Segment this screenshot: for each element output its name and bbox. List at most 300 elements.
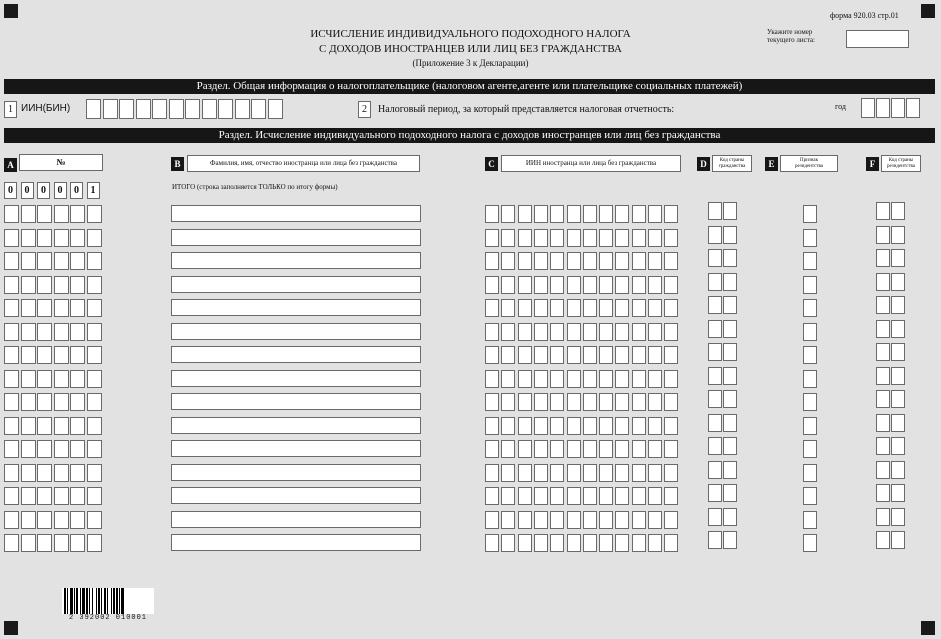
iin-digit-cell[interactable] (202, 99, 217, 119)
iin-digit-cell[interactable] (485, 229, 499, 247)
row-number-digit-cell[interactable] (21, 393, 36, 411)
iin-digit-cell[interactable] (648, 323, 662, 341)
iin-digit-cell[interactable] (567, 417, 581, 435)
iin-digit-cell[interactable] (599, 323, 613, 341)
iin-digit-cell[interactable] (567, 323, 581, 341)
row-number-digit-cell[interactable] (37, 464, 52, 482)
year-digit-cell[interactable] (891, 98, 905, 118)
iin-digit-cell[interactable] (518, 534, 532, 552)
iin-digit-cell[interactable] (583, 417, 597, 435)
iin-digit-cell[interactable] (583, 511, 597, 529)
citizenship-country-cell[interactable] (723, 437, 737, 455)
row-number-digit-cell[interactable] (4, 511, 19, 529)
row-number-digit-cell[interactable] (4, 440, 19, 458)
row-number-digit-cell[interactable] (37, 323, 52, 341)
iin-digit-cell[interactable] (485, 323, 499, 341)
iin-digit-cell[interactable] (550, 323, 564, 341)
iin-digit-cell[interactable] (583, 393, 597, 411)
iin-digit-cell[interactable] (169, 99, 184, 119)
residency-sign-cell[interactable] (803, 346, 817, 364)
citizenship-country-cell[interactable] (723, 367, 737, 385)
iin-digit-cell[interactable] (599, 252, 613, 270)
iin-digit-cell[interactable] (534, 276, 548, 294)
residency-country-cell[interactable] (891, 367, 905, 385)
residency-sign-cell[interactable] (803, 370, 817, 388)
iin-digit-cell[interactable] (583, 276, 597, 294)
iin-digit-cell[interactable] (550, 370, 564, 388)
full-name-input[interactable] (171, 252, 421, 269)
citizenship-country-cell[interactable] (723, 461, 737, 479)
row-number-digit-cell[interactable] (37, 346, 52, 364)
iin-digit-cell[interactable] (485, 487, 499, 505)
iin-digit-cell[interactable] (599, 346, 613, 364)
residency-country-cell[interactable] (876, 296, 890, 314)
row-number-digit-cell[interactable] (4, 346, 19, 364)
iin-digit-cell[interactable] (583, 299, 597, 317)
iin-digit-cell[interactable] (648, 370, 662, 388)
iin-digit-cell[interactable] (583, 487, 597, 505)
row-number-digit-cell[interactable] (70, 417, 85, 435)
citizenship-country-cell[interactable] (708, 414, 722, 432)
iin-digit-cell[interactable] (550, 276, 564, 294)
residency-country-cell[interactable] (891, 390, 905, 408)
iin-digit-cell[interactable] (518, 393, 532, 411)
iin-digit-cell[interactable] (501, 205, 515, 223)
row-number-digit-cell[interactable] (21, 417, 36, 435)
iin-digit-cell[interactable] (648, 299, 662, 317)
row-number-digit-cell[interactable] (54, 511, 69, 529)
row-number-digit-cell[interactable] (54, 534, 69, 552)
residency-country-cell[interactable] (891, 531, 905, 549)
citizenship-country-cell[interactable] (708, 296, 722, 314)
iin-digit-cell[interactable] (550, 229, 564, 247)
iin-digit-cell[interactable] (632, 205, 646, 223)
iin-digit-cell[interactable] (152, 99, 167, 119)
iin-digit-cell[interactable] (218, 99, 233, 119)
row-number-digit-cell[interactable] (37, 252, 52, 270)
row-number-digit-cell[interactable] (87, 276, 102, 294)
iin-digit-cell[interactable] (501, 346, 515, 364)
iin-digit-cell[interactable] (119, 99, 134, 119)
iin-digit-cell[interactable] (136, 99, 151, 119)
row-number-digit-cell[interactable] (21, 276, 36, 294)
residency-sign-cell[interactable] (803, 440, 817, 458)
iin-digit-cell[interactable] (534, 393, 548, 411)
citizenship-country-cell[interactable] (708, 461, 722, 479)
residency-sign-cell[interactable] (803, 393, 817, 411)
citizenship-country-cell[interactable] (708, 320, 722, 338)
row-number-digit-cell[interactable] (37, 417, 52, 435)
residency-country-cell[interactable] (891, 296, 905, 314)
iin-digit-cell[interactable] (567, 370, 581, 388)
row-number-digit-cell[interactable] (21, 534, 36, 552)
iin-digit-cell[interactable] (518, 511, 532, 529)
row-number-digit-cell[interactable] (37, 299, 52, 317)
iin-digit-cell[interactable] (534, 205, 548, 223)
row-number-digit-cell[interactable] (70, 393, 85, 411)
row-number-digit-cell[interactable] (70, 276, 85, 294)
iin-digit-cell[interactable] (599, 487, 613, 505)
row-number-digit-cell[interactable] (54, 487, 69, 505)
iin-digit-cell[interactable] (501, 252, 515, 270)
row-number-digit-cell[interactable] (21, 323, 36, 341)
row-number-digit-cell[interactable] (54, 205, 69, 223)
residency-sign-cell[interactable] (803, 464, 817, 482)
citizenship-country-cell[interactable] (708, 249, 722, 267)
iin-digit-cell[interactable] (648, 464, 662, 482)
full-name-input[interactable] (171, 464, 421, 481)
iin-digit-cell[interactable] (599, 393, 613, 411)
row-number-digit-cell[interactable] (4, 370, 19, 388)
citizenship-country-cell[interactable] (708, 273, 722, 291)
iin-digit-cell[interactable] (648, 534, 662, 552)
iin-digit-cell[interactable] (501, 229, 515, 247)
citizenship-country-cell[interactable] (723, 320, 737, 338)
row-number-digit-cell[interactable] (54, 346, 69, 364)
iin-digit-cell[interactable] (534, 346, 548, 364)
citizenship-country-cell[interactable] (708, 508, 722, 526)
row-number-digit-cell[interactable] (54, 229, 69, 247)
residency-sign-cell[interactable] (803, 487, 817, 505)
year-digit-cell[interactable] (906, 98, 920, 118)
row-number-digit-cell[interactable] (4, 393, 19, 411)
citizenship-country-cell[interactable] (708, 343, 722, 361)
iin-digit-cell[interactable] (599, 229, 613, 247)
row-number-digit-cell[interactable] (21, 487, 36, 505)
iin-digit-cell[interactable] (615, 229, 629, 247)
iin-digit-cell[interactable] (664, 205, 678, 223)
row-number-digit-cell[interactable] (21, 252, 36, 270)
iin-digit-cell[interactable] (583, 205, 597, 223)
iin-digit-cell[interactable] (664, 370, 678, 388)
residency-sign-cell[interactable] (803, 299, 817, 317)
iin-digit-cell[interactable] (599, 205, 613, 223)
residency-country-cell[interactable] (876, 484, 890, 502)
iin-digit-cell[interactable] (485, 346, 499, 364)
iin-digit-cell[interactable] (567, 393, 581, 411)
row-number-digit-cell[interactable] (54, 370, 69, 388)
row-number-digit-cell[interactable] (87, 440, 102, 458)
iin-digit-cell[interactable] (599, 511, 613, 529)
iin-digit-cell[interactable] (664, 393, 678, 411)
iin-digit-cell[interactable] (485, 370, 499, 388)
row-number-digit-cell[interactable] (70, 229, 85, 247)
iin-digit-cell[interactable] (664, 440, 678, 458)
citizenship-country-cell[interactable] (723, 249, 737, 267)
row-number-digit-cell[interactable] (37, 229, 52, 247)
iin-digit-cell[interactable] (583, 252, 597, 270)
iin-digit-cell[interactable] (534, 511, 548, 529)
iin-digit-cell[interactable] (615, 370, 629, 388)
residency-sign-cell[interactable] (803, 323, 817, 341)
iin-digit-cell[interactable] (501, 299, 515, 317)
iin-digit-cell[interactable] (534, 440, 548, 458)
full-name-input[interactable] (171, 417, 421, 434)
iin-digit-cell[interactable] (615, 276, 629, 294)
row-number-digit-cell[interactable] (54, 252, 69, 270)
full-name-input[interactable] (171, 299, 421, 316)
citizenship-country-cell[interactable] (723, 226, 737, 244)
iin-digit-cell[interactable] (518, 487, 532, 505)
iin-digit-cell[interactable] (567, 252, 581, 270)
residency-country-cell[interactable] (876, 367, 890, 385)
iin-digit-cell[interactable] (632, 393, 646, 411)
row-number-digit-cell[interactable] (4, 229, 19, 247)
full-name-input[interactable] (171, 346, 421, 363)
iin-digit-cell[interactable] (632, 487, 646, 505)
iin-digit-cell[interactable] (583, 464, 597, 482)
full-name-input[interactable] (171, 323, 421, 340)
iin-digit-cell[interactable] (550, 252, 564, 270)
iin-digit-cell[interactable] (615, 440, 629, 458)
residency-country-cell[interactable] (876, 273, 890, 291)
iin-digit-cell[interactable] (664, 299, 678, 317)
iin-digit-cell[interactable] (615, 252, 629, 270)
residency-country-cell[interactable] (891, 226, 905, 244)
iin-digit-cell[interactable] (632, 229, 646, 247)
residency-country-cell[interactable] (876, 249, 890, 267)
iin-digit-cell[interactable] (583, 440, 597, 458)
row-number-digit-cell[interactable] (87, 229, 102, 247)
row-number-digit-cell[interactable] (70, 299, 85, 317)
residency-country-cell[interactable] (876, 531, 890, 549)
row-number-digit-cell[interactable] (54, 417, 69, 435)
residency-country-cell[interactable] (891, 320, 905, 338)
iin-digit-cell[interactable] (534, 370, 548, 388)
residency-sign-cell[interactable] (803, 252, 817, 270)
iin-digit-cell[interactable] (648, 276, 662, 294)
full-name-input[interactable] (171, 440, 421, 457)
iin-digit-cell[interactable] (648, 487, 662, 505)
iin-digit-cell[interactable] (518, 205, 532, 223)
citizenship-country-cell[interactable] (723, 390, 737, 408)
row-number-digit-cell[interactable] (87, 511, 102, 529)
citizenship-country-cell[interactable] (723, 202, 737, 220)
iin-digit-cell[interactable] (648, 417, 662, 435)
residency-country-cell[interactable] (891, 508, 905, 526)
citizenship-country-cell[interactable] (723, 343, 737, 361)
iin-digit-cell[interactable] (615, 299, 629, 317)
row-number-digit-cell[interactable] (37, 511, 52, 529)
iin-digit-cell[interactable] (648, 440, 662, 458)
iin-digit-cell[interactable] (550, 464, 564, 482)
iin-digit-cell[interactable] (664, 464, 678, 482)
iin-digit-cell[interactable] (615, 487, 629, 505)
full-name-input[interactable] (171, 276, 421, 293)
iin-digit-cell[interactable] (485, 534, 499, 552)
full-name-input[interactable] (171, 370, 421, 387)
row-number-digit-cell[interactable] (21, 229, 36, 247)
citizenship-country-cell[interactable] (708, 531, 722, 549)
iin-digit-cell[interactable] (583, 229, 597, 247)
iin-digit-cell[interactable] (615, 417, 629, 435)
iin-digit-cell[interactable] (615, 393, 629, 411)
row-number-digit-cell[interactable] (21, 299, 36, 317)
iin-digit-cell[interactable] (534, 417, 548, 435)
residency-country-cell[interactable] (876, 343, 890, 361)
iin-digit-cell[interactable] (185, 99, 200, 119)
iin-digit-cell[interactable] (648, 205, 662, 223)
iin-digit-cell[interactable] (632, 323, 646, 341)
iin-digit-cell[interactable] (567, 534, 581, 552)
residency-sign-cell[interactable] (803, 417, 817, 435)
residency-country-cell[interactable] (876, 390, 890, 408)
iin-digit-cell[interactable] (632, 276, 646, 294)
row-number-digit-cell[interactable] (4, 487, 19, 505)
residency-country-cell[interactable] (876, 226, 890, 244)
iin-digit-cell[interactable] (235, 99, 250, 119)
year-digit-cell[interactable] (861, 98, 875, 118)
iin-digit-cell[interactable] (615, 534, 629, 552)
iin-digit-cell[interactable] (664, 346, 678, 364)
iin-digit-cell[interactable] (485, 205, 499, 223)
citizenship-country-cell[interactable] (708, 367, 722, 385)
iin-digit-cell[interactable] (518, 229, 532, 247)
row-number-digit-cell[interactable] (87, 370, 102, 388)
iin-digit-cell[interactable] (501, 323, 515, 341)
residency-sign-cell[interactable] (803, 511, 817, 529)
full-name-input[interactable] (171, 487, 421, 504)
row-number-digit-cell[interactable] (21, 464, 36, 482)
citizenship-country-cell[interactable] (708, 390, 722, 408)
row-number-digit-cell[interactable] (21, 370, 36, 388)
iin-digit-cell[interactable] (501, 393, 515, 411)
residency-country-cell[interactable] (876, 461, 890, 479)
iin-digit-cell[interactable] (485, 417, 499, 435)
year-digit-cell[interactable] (876, 98, 890, 118)
row-number-digit-cell[interactable] (70, 440, 85, 458)
residency-country-cell[interactable] (891, 202, 905, 220)
iin-digit-cell[interactable] (632, 417, 646, 435)
residency-country-cell[interactable] (891, 461, 905, 479)
iin-digit-cell[interactable] (550, 487, 564, 505)
iin-digit-cell[interactable] (518, 346, 532, 364)
citizenship-country-cell[interactable] (723, 484, 737, 502)
iin-digit-cell[interactable] (664, 252, 678, 270)
row-number-digit-cell[interactable] (54, 464, 69, 482)
iin-digit-cell[interactable] (534, 323, 548, 341)
row-number-digit-cell[interactable] (87, 464, 102, 482)
row-number-digit-cell[interactable] (70, 370, 85, 388)
full-name-input[interactable] (171, 534, 421, 551)
residency-country-cell[interactable] (891, 343, 905, 361)
residency-country-cell[interactable] (876, 437, 890, 455)
iin-digit-cell[interactable] (550, 417, 564, 435)
citizenship-country-cell[interactable] (708, 202, 722, 220)
row-number-digit-cell[interactable] (37, 534, 52, 552)
iin-digit-cell[interactable] (485, 393, 499, 411)
residency-sign-cell[interactable] (803, 205, 817, 223)
citizenship-country-cell[interactable] (723, 508, 737, 526)
iin-digit-cell[interactable] (648, 229, 662, 247)
iin-digit-cell[interactable] (485, 299, 499, 317)
iin-digit-cell[interactable] (485, 511, 499, 529)
row-number-digit-cell[interactable] (4, 205, 19, 223)
iin-digit-cell[interactable] (103, 99, 118, 119)
iin-digit-cell[interactable] (518, 276, 532, 294)
row-number-digit-cell[interactable] (37, 276, 52, 294)
residency-country-cell[interactable] (876, 508, 890, 526)
iin-digit-cell[interactable] (599, 299, 613, 317)
iin-digit-cell[interactable] (632, 299, 646, 317)
row-number-digit-cell[interactable] (70, 252, 85, 270)
citizenship-country-cell[interactable] (723, 273, 737, 291)
iin-digit-cell[interactable] (567, 511, 581, 529)
iin-digit-cell[interactable] (615, 205, 629, 223)
row-number-digit-cell[interactable] (87, 534, 102, 552)
iin-digit-cell[interactable] (648, 511, 662, 529)
iin-digit-cell[interactable] (268, 99, 283, 119)
iin-digit-cell[interactable] (86, 99, 101, 119)
residency-country-cell[interactable] (891, 484, 905, 502)
iin-digit-cell[interactable] (599, 417, 613, 435)
residency-country-cell[interactable] (876, 202, 890, 220)
row-number-digit-cell[interactable] (87, 346, 102, 364)
residency-country-cell[interactable] (876, 414, 890, 432)
iin-digit-cell[interactable] (599, 440, 613, 458)
iin-digit-cell[interactable] (518, 323, 532, 341)
row-number-digit-cell[interactable] (21, 440, 36, 458)
iin-digit-cell[interactable] (599, 276, 613, 294)
iin-digit-cell[interactable] (550, 440, 564, 458)
iin-digit-cell[interactable] (664, 417, 678, 435)
residency-country-cell[interactable] (891, 414, 905, 432)
iin-digit-cell[interactable] (583, 323, 597, 341)
iin-digit-cell[interactable] (632, 252, 646, 270)
iin-digit-cell[interactable] (664, 229, 678, 247)
iin-digit-cell[interactable] (518, 370, 532, 388)
iin-digit-cell[interactable] (485, 276, 499, 294)
citizenship-country-cell[interactable] (723, 296, 737, 314)
iin-digit-cell[interactable] (501, 276, 515, 294)
residency-country-cell[interactable] (891, 437, 905, 455)
iin-digit-cell[interactable] (632, 370, 646, 388)
full-name-input[interactable] (171, 511, 421, 528)
row-number-digit-cell[interactable] (37, 370, 52, 388)
row-number-digit-cell[interactable] (87, 205, 102, 223)
row-number-digit-cell[interactable] (87, 299, 102, 317)
row-number-digit-cell[interactable] (21, 511, 36, 529)
iin-digit-cell[interactable] (632, 534, 646, 552)
row-number-digit-cell[interactable] (54, 440, 69, 458)
row-number-digit-cell[interactable] (70, 323, 85, 341)
full-name-input[interactable] (171, 229, 421, 246)
iin-digit-cell[interactable] (583, 346, 597, 364)
iin-digit-cell[interactable] (632, 346, 646, 364)
row-number-digit-cell[interactable] (54, 393, 69, 411)
row-number-digit-cell[interactable] (21, 205, 36, 223)
row-number-digit-cell[interactable] (70, 205, 85, 223)
iin-digit-cell[interactable] (583, 370, 597, 388)
iin-digit-cell[interactable] (485, 440, 499, 458)
row-number-digit-cell[interactable] (4, 323, 19, 341)
iin-digit-cell[interactable] (550, 393, 564, 411)
row-number-digit-cell[interactable] (54, 323, 69, 341)
iin-digit-cell[interactable] (485, 252, 499, 270)
row-number-digit-cell[interactable] (87, 252, 102, 270)
iin-digit-cell[interactable] (518, 252, 532, 270)
row-number-digit-cell[interactable] (4, 299, 19, 317)
iin-digit-cell[interactable] (550, 299, 564, 317)
row-number-digit-cell[interactable] (4, 464, 19, 482)
row-number-digit-cell[interactable] (87, 417, 102, 435)
iin-digit-cell[interactable] (550, 511, 564, 529)
iin-digit-cell[interactable] (251, 99, 266, 119)
iin-digit-cell[interactable] (501, 370, 515, 388)
row-number-digit-cell[interactable] (54, 299, 69, 317)
iin-digit-cell[interactable] (501, 417, 515, 435)
full-name-input[interactable] (171, 393, 421, 410)
